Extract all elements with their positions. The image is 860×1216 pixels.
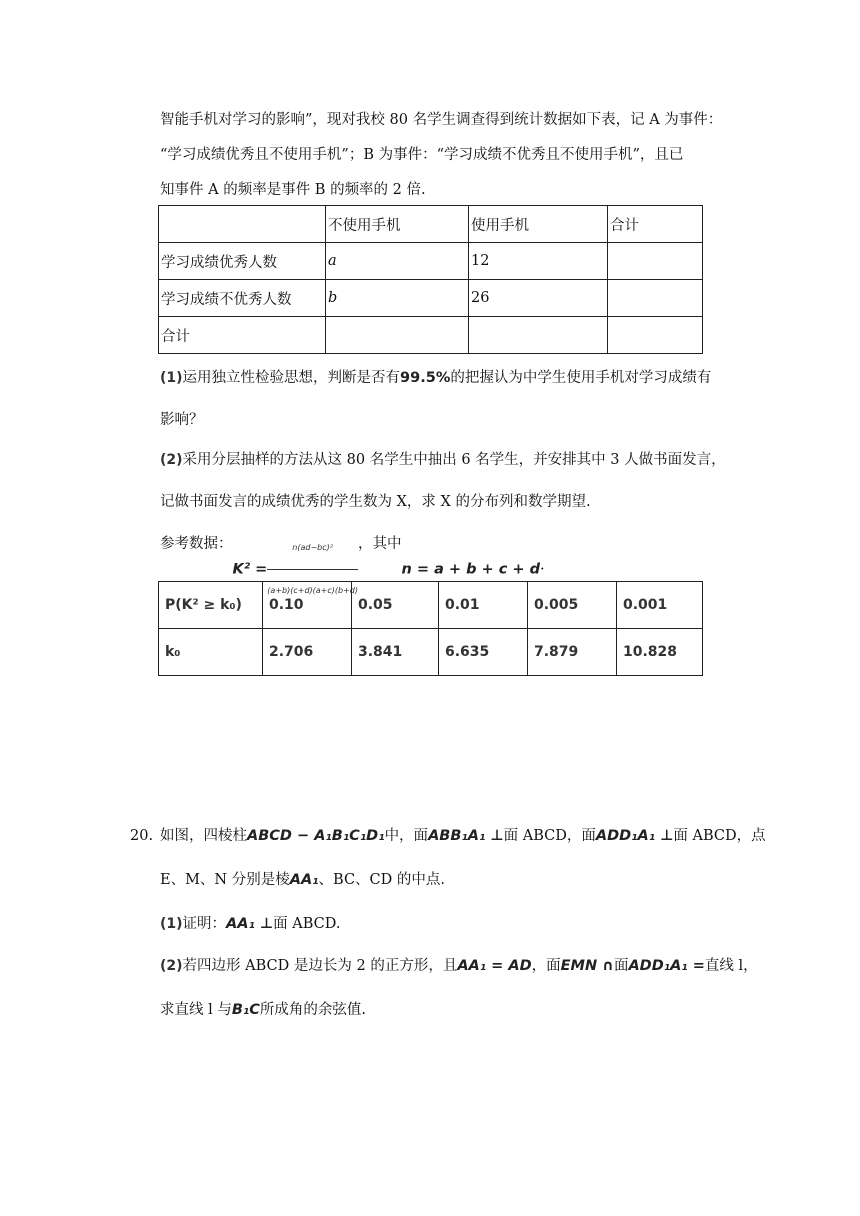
table-cell: 0.001 xyxy=(617,582,703,629)
table-cell: 26 xyxy=(469,280,608,317)
text: 采用分层抽样的方法从这 80 名学生中抽出 6 名学生，并安排其中 3 人做书面发言， xyxy=(182,452,726,468)
intro-line-2: “学习成绩优秀且不使用手机”；B 为事件：“学习成绩不优秀且不使用手机”，且已 xyxy=(160,147,684,163)
critical-value-table xyxy=(158,581,703,676)
n-formula: n = a + b + c + d xyxy=(401,561,540,578)
q20-part1 xyxy=(160,914,340,934)
table-cell: b xyxy=(326,280,469,317)
part-label: (1) xyxy=(160,370,183,386)
text: 中，面 xyxy=(384,828,429,844)
prism-notation: ABCD − A₁B₁C₁D₁ xyxy=(247,828,385,844)
q19-part1-cont: 影响？ xyxy=(160,412,204,428)
table-cell xyxy=(608,280,703,317)
text: 运用独立性检验思想，判断是否有 xyxy=(182,370,401,386)
math-expression: AA₁ ⊥ xyxy=(226,916,274,932)
q20-line-1 xyxy=(160,826,766,846)
table-cell: k₀ xyxy=(159,629,263,676)
text: 若四边形 ABCD 是边长为 2 的正方形，且 xyxy=(182,958,458,974)
table-cell xyxy=(469,317,608,354)
table-cell xyxy=(159,206,326,243)
table-cell: 0.01 xyxy=(439,582,528,629)
part-label: (2) xyxy=(160,452,183,468)
text: 面 ABCD. xyxy=(273,916,341,932)
edge-notation: AA₁ xyxy=(289,872,319,888)
q20-number: 20. xyxy=(130,828,154,844)
table-row xyxy=(159,280,703,317)
part-label: (2) xyxy=(160,958,183,974)
math-expression: ADD₁A₁ = xyxy=(628,958,705,974)
table-row xyxy=(159,317,703,354)
table-cell: 6.635 xyxy=(439,629,528,676)
q19-part1 xyxy=(160,368,711,388)
table-cell: 10.828 xyxy=(617,629,703,676)
q20-part2-cont xyxy=(160,1000,366,1020)
table-cell: 3.841 xyxy=(352,629,439,676)
text: 的把握认为中学生使用手机对学习成绩有 xyxy=(450,370,712,386)
math-expression: B₁C xyxy=(231,1002,260,1018)
text: 求直线 l 与 xyxy=(160,1002,232,1018)
table-cell: 不使用手机 xyxy=(326,206,469,243)
table-row xyxy=(159,582,703,629)
table-row xyxy=(159,629,703,676)
table-cell: 使用手机 xyxy=(469,206,608,243)
text: ，面 xyxy=(531,958,561,974)
text: · xyxy=(539,561,545,578)
ref-label: 参考数据： xyxy=(160,536,233,552)
table-cell: 学习成绩不优秀人数 xyxy=(159,280,326,317)
q19-part2-cont: 记做书面发言的成绩优秀的学生数为 X，求 X 的分布列和数学期望. xyxy=(160,494,591,510)
face-notation: ADD₁A₁ ⊥ xyxy=(595,828,674,844)
table-cell: 0.10 xyxy=(263,582,352,629)
text: 、BC、CD 的中点. xyxy=(318,872,445,888)
table-row xyxy=(159,243,703,280)
q19-part2 xyxy=(160,450,726,470)
text: ，其中 xyxy=(358,536,402,552)
table-cell: 0.005 xyxy=(528,582,617,629)
math-expression: AA₁ = AD xyxy=(457,958,532,974)
table-cell: 12 xyxy=(469,243,608,280)
q20-line-2 xyxy=(160,870,445,890)
part-label: (1) xyxy=(160,916,183,932)
table-cell: 合计 xyxy=(159,317,326,354)
table-cell xyxy=(608,243,703,280)
survey-table xyxy=(158,205,703,354)
table-cell: 7.879 xyxy=(528,629,617,676)
table-cell xyxy=(326,317,469,354)
text: 面 ABCD，点 xyxy=(673,828,766,844)
text: 面 xyxy=(613,958,629,974)
table-row xyxy=(159,206,703,243)
formula-lhs: K² = xyxy=(232,561,268,578)
text: 直线 l， xyxy=(704,958,758,974)
table-cell: 合计 xyxy=(608,206,703,243)
math-expression: EMN ∩ xyxy=(560,958,614,974)
table-cell: P(K² ≥ k₀) xyxy=(159,582,263,629)
table-cell: a xyxy=(326,243,469,280)
table-cell xyxy=(608,317,703,354)
intro-line-3: 知事件 A 的频率是事件 B 的频率的 2 倍. xyxy=(160,182,426,198)
table-cell: 0.05 xyxy=(352,582,439,629)
percent-value: 99.5% xyxy=(400,370,451,386)
q20-part2 xyxy=(160,956,758,976)
text: 如图，四棱柱 xyxy=(160,828,247,844)
formula-numerator: n(ad−bc)² xyxy=(267,528,358,570)
text: 面 ABCD，面 xyxy=(503,828,596,844)
intro-line-1: 智能手机对学习的影响”，现对我校 80 名学生调查得到统计数据如下表，记 A 为事件： xyxy=(160,112,723,128)
formula-denominator: (a+b)(c+d)(a+c)(b+d) xyxy=(267,586,358,595)
text: 所成角的余弦值. xyxy=(259,1002,367,1018)
table-cell: 2.706 xyxy=(263,629,352,676)
text: 证明： xyxy=(182,916,227,932)
text: E、M、N 分别是棱 xyxy=(160,872,290,888)
face-notation: ABB₁A₁ ⊥ xyxy=(428,828,504,844)
table-cell: 学习成绩优秀人数 xyxy=(159,243,326,280)
